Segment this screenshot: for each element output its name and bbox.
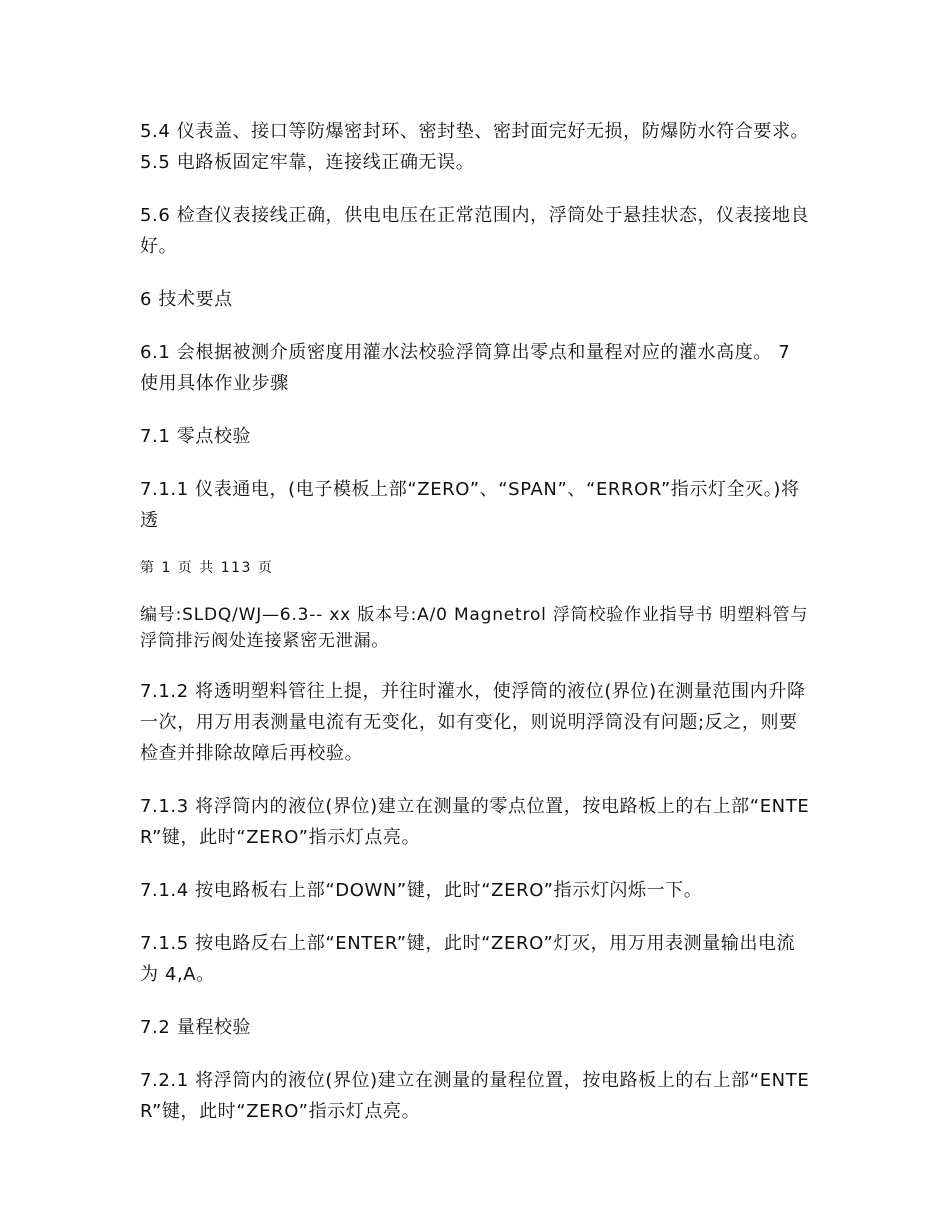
paragraph-7-1-1: 7.1.1 仪表通电，(电子模板上部“ZERO”、“SPAN”、“ERROR”指示灯全灭。)将透	[140, 479, 800, 531]
paragraph-5-6: 5.6 检查仪表接线正确，供电电压在正常范围内，浮筒处于悬挂状态，仪表接地良好。	[140, 205, 810, 257]
paragraph-7-2-1: 7.2.1 将浮筒内的液位(界位)建立在测量的量程位置，按电路板上的右上部“ENTER”键，此时“ZERO”指示灯点亮。	[140, 1070, 810, 1122]
paragraph-7-1-4: 7.1.4 按电路板右上部“DOWN”键，此时“ZERO”指示灯闪烁一下。	[140, 880, 703, 901]
paragraph-7-1-3: 7.1.3 将浮筒内的液位(界位)建立在测量的零点位置，按电路板上的右上部“ENTER”键，此时“ZERO”指示灯点亮。	[140, 796, 810, 848]
paragraph-7-1-2: 7.1.2 将透明塑料管往上提，并往时灌水，使浮筒的液位(界位)在测量范围内升降一次，用万用表测量电流有无变化，如有变化，则说明浮筒没有问题;反之，则要检查并排除故障后再校验。	[140, 681, 806, 764]
paragraph-7-1-5: 7.1.5 按电路反右上部“ENTER”键，此时“ZERO”灯灭，用万用表测量输出电流为 4,A。	[140, 933, 796, 985]
heading-7-1: 7.1 零点校验	[140, 426, 252, 447]
heading-6: 6 技术要点	[140, 289, 233, 310]
heading-7-2: 7.2 量程校验	[140, 1017, 252, 1038]
paragraph-6-1: 6.1 会根据被测介质密度用灌水法校验浮筒算出零点和量程对应的灌水高度。 7 使用具体作业步骤	[140, 342, 791, 394]
document-header-line: 编号:SLDQ/WJ—6.3-- xx 版本号:A/0 Magnetrol 浮筒校验作业指导书 明塑料管与浮筒排污阀处连接紧密无泄漏。	[140, 605, 809, 651]
document-page	[140, 116, 812, 1149]
page-number: 第 1 页 共 113 页	[140, 560, 274, 576]
paragraph-5-4: 5.4 仪表盖、接口等防爆密封环、密封垫、密封面完好无损，防爆防水符合要求。 5.5 电路板固定牢靠，连接线正确无误。	[140, 121, 810, 173]
